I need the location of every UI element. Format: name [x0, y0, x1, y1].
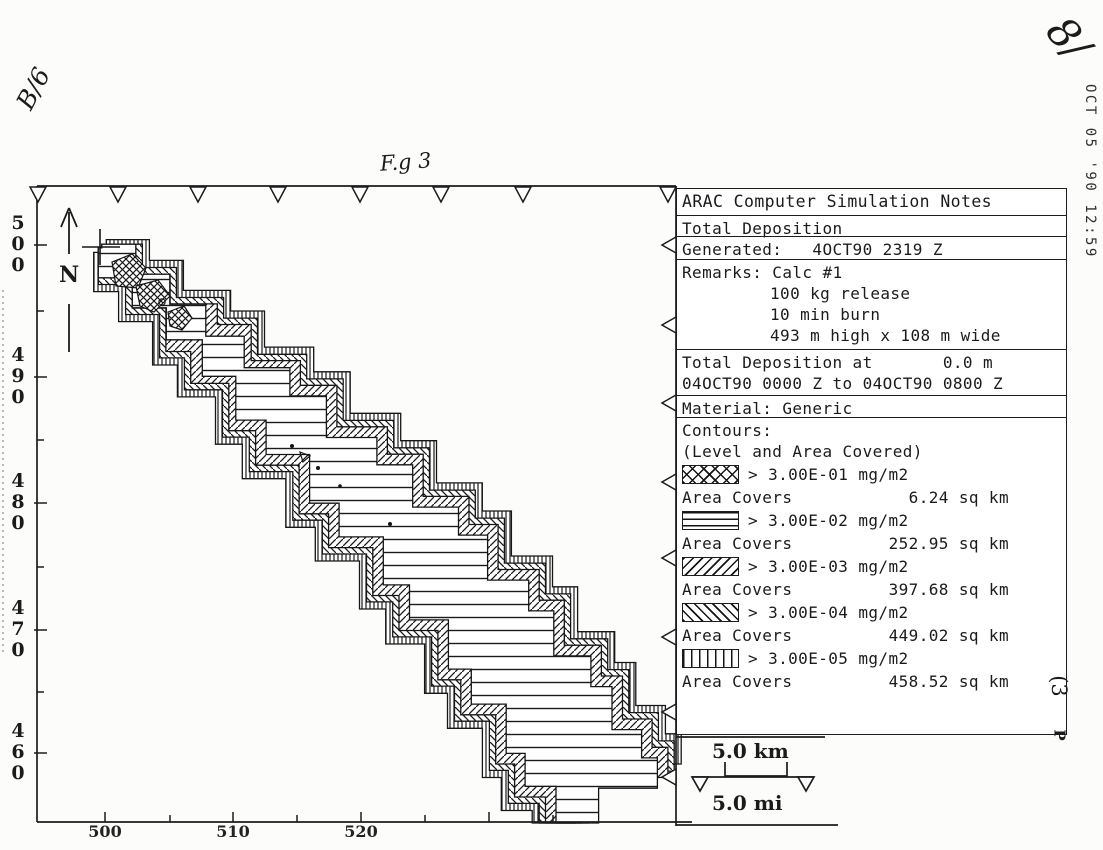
contour-entry-level [682, 554, 1061, 579]
simulation-notes-panel [676, 188, 1067, 735]
contour-entry-area [682, 487, 1061, 508]
contour-entry-level [682, 508, 1061, 533]
fax-timestamp: OCT 05 '90 12:59 [1082, 84, 1098, 259]
y-axis-label-500: 500 [11, 212, 25, 276]
contour-entry-area [682, 625, 1061, 646]
y-axis-label-480: 480 [11, 470, 25, 534]
deposition-time-range: 04OCT90 0000 Z to 04OCT90 0800 Z [682, 373, 1004, 393]
area-value: 397.68 sq km [888, 579, 1009, 599]
horizontal-lines-swatch-icon [682, 511, 739, 530]
vertical-lines-swatch-icon [682, 649, 739, 668]
back-diagonal-swatch-icon [682, 603, 739, 622]
panel-remarks [676, 259, 1067, 350]
panel-deposition-window [676, 349, 1067, 397]
x-axis-label-500: 500 [88, 822, 122, 841]
contour-entry-area [682, 671, 1061, 692]
contour-level-text: > 3.00E-03 mg/m2 [748, 556, 909, 576]
panel-material: Material: Generic [676, 395, 1067, 419]
handwritten-page-mark: (3 [1046, 675, 1071, 697]
area-covers-label: Area Covers [682, 671, 793, 691]
remarks-line-2: 100 kg release [770, 284, 911, 303]
handwritten-page-letter: P [1050, 729, 1069, 741]
area-value: 252.95 sq km [888, 533, 1009, 553]
contour-level-text: > 3.00E-05 mg/m2 [748, 648, 909, 668]
forward-diagonal-swatch-icon [682, 557, 739, 576]
figure-number-handwritten: F.g 3 [379, 148, 433, 176]
top-border-triangle-markers [30, 187, 676, 202]
right-border-triangle-markers [662, 237, 676, 785]
area-value: 6.24 sq km [908, 487, 1009, 507]
mi-scale-label: 5.0 mi [712, 791, 783, 815]
area-covers-label: Area Covers [682, 579, 793, 599]
remarks-line-1: Remarks: Calc #1 [682, 263, 843, 282]
km-scale-label: 5.0 km [712, 739, 789, 763]
contour-level-text: > 3.00E-01 mg/m2 [748, 464, 909, 484]
x-axis-label-520: 520 [344, 822, 378, 841]
x-axis-label-510: 510 [216, 822, 250, 841]
contour-entry-level [682, 600, 1061, 625]
x-axis-ticks [105, 812, 553, 822]
mi-scale-triangle-left [692, 777, 708, 791]
contour-level-text: > 3.00E-02 mg/m2 [748, 510, 909, 530]
area-value: 458.52 sq km [888, 671, 1009, 691]
y-axis-label-460: 460 [11, 720, 25, 784]
y-axis-ticks [34, 245, 47, 753]
handwritten-note-top-right: 8/ [1036, 7, 1101, 70]
panel-contours [676, 417, 1067, 735]
y-axis-label-470: 470 [11, 597, 25, 661]
deposition-height-line: Total Deposition at 0.0 m [682, 352, 994, 372]
area-covers-label: Area Covers [682, 625, 793, 645]
km-scale-bracket [725, 762, 787, 776]
plume-band-phorz [98, 244, 657, 823]
y-axis-label-490: 490 [11, 344, 25, 408]
handwritten-note-top-left: B/6 [10, 62, 57, 115]
remarks-line-4: 493 m high x 108 m wide [770, 326, 1001, 345]
contour-entry-level [682, 646, 1061, 671]
contour-level-text: > 3.00E-04 mg/m2 [748, 602, 909, 622]
contour-entry-level [682, 462, 1061, 487]
panel-title: ARAC Computer Simulation Notes [676, 188, 1067, 216]
panel-generated: Generated: 4OCT90 2319 Z [676, 236, 1067, 261]
area-covers-label: Area Covers [682, 487, 793, 507]
contours-header: Contours: [682, 420, 773, 440]
remarks-line-3: 10 min burn [770, 305, 881, 324]
mi-scale-triangle-right [798, 777, 814, 791]
contours-subheader: (Level and Area Covered) [682, 441, 923, 461]
panel-product: Total Deposition [676, 215, 1067, 238]
north-label: N [59, 262, 80, 288]
area-value: 449.02 sq km [888, 625, 1009, 645]
crosshatch-swatch-icon [682, 465, 739, 484]
contour-entry-area [682, 579, 1061, 600]
contour-entry-area [682, 533, 1061, 554]
area-covers-label: Area Covers [682, 533, 793, 553]
